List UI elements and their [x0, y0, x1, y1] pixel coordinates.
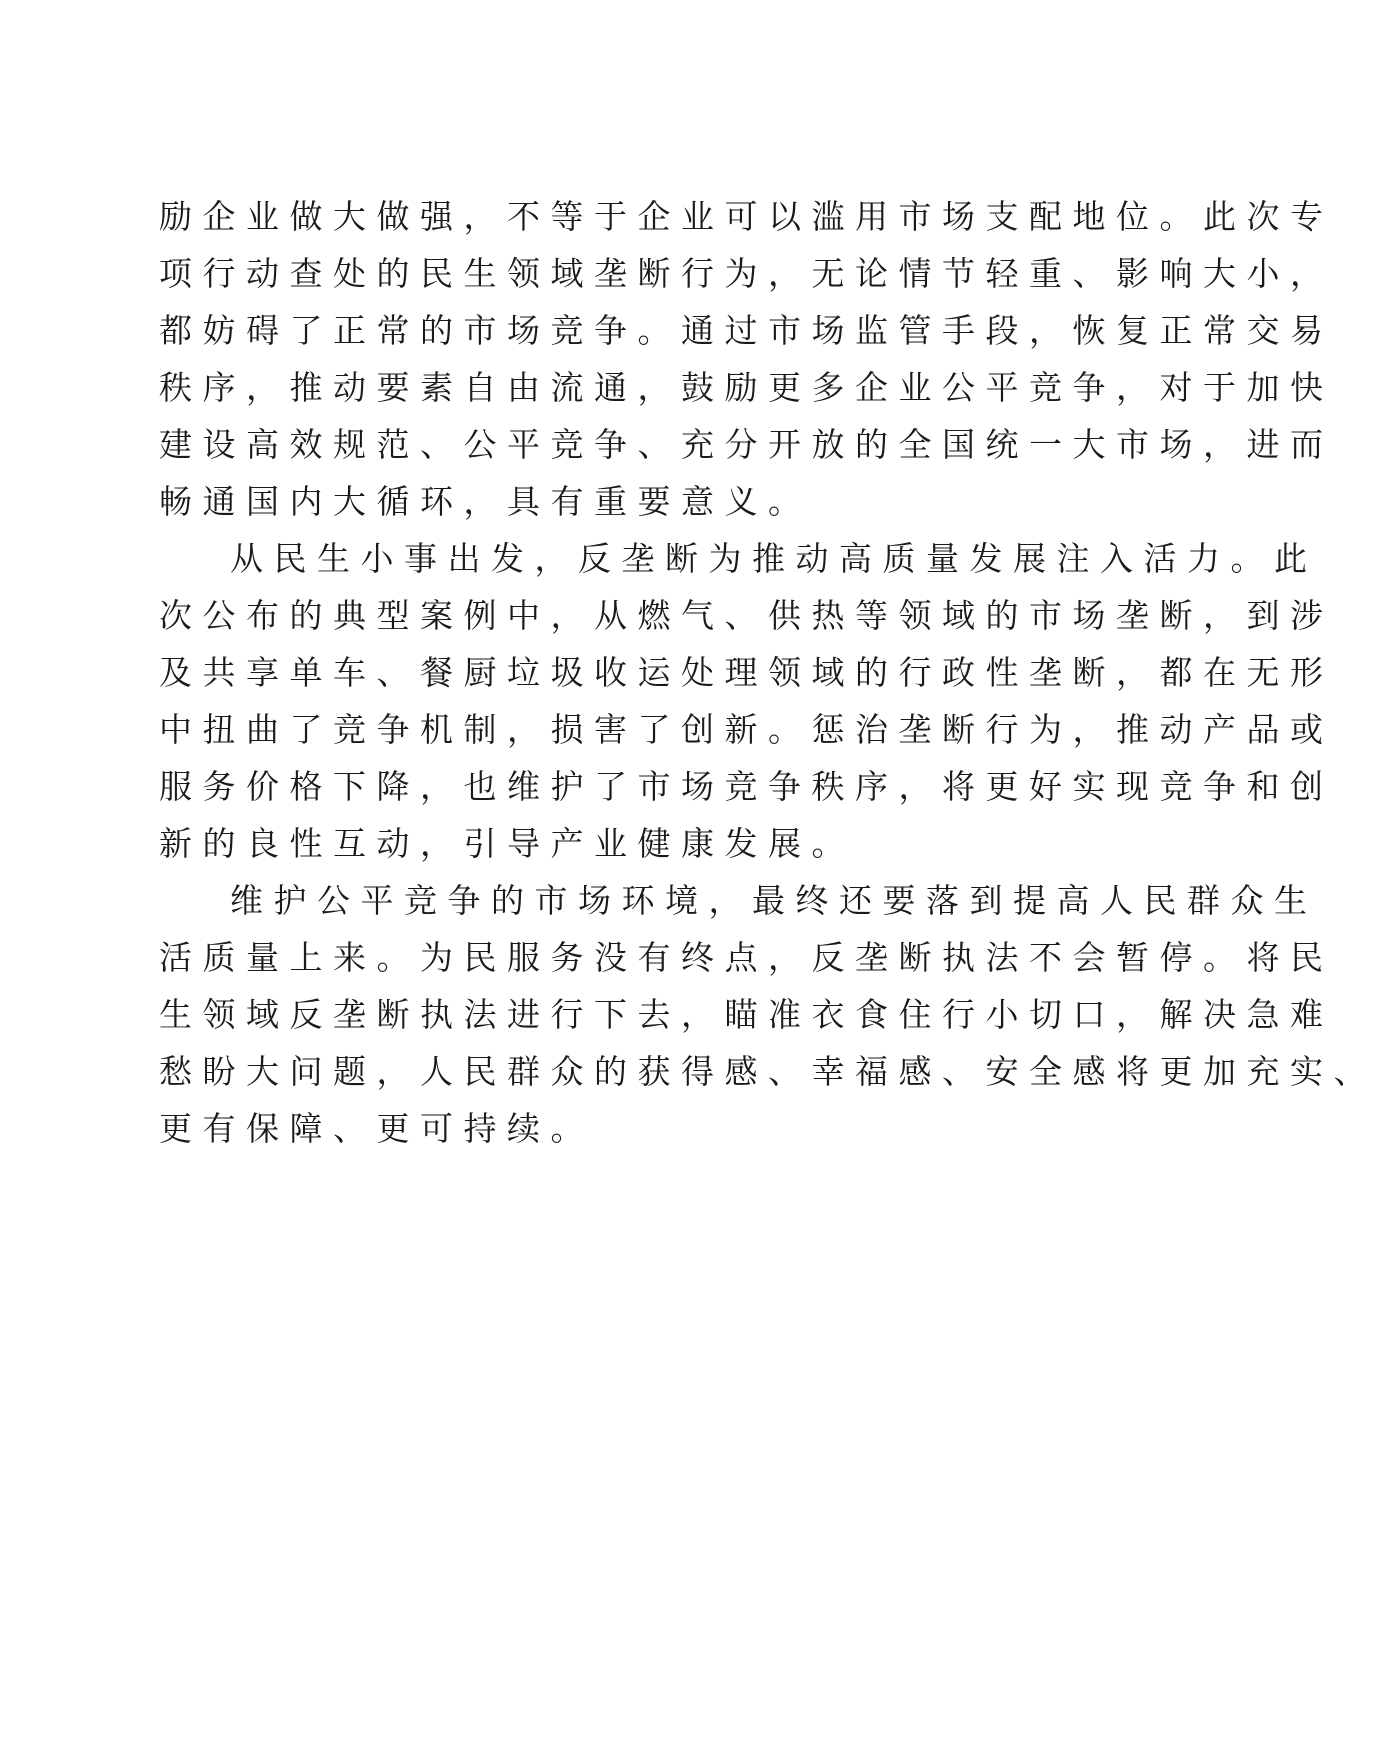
paragraph-line: 更有保障、更可持续。	[159, 1109, 594, 1148]
paragraph-line: 建设高效规范、公平竞争、充分开放的全国统一大市场，进而	[159, 425, 1334, 464]
paragraph-line: 励企业做大做强，不等于企业可以滥用市场支配地位。此次专	[159, 197, 1334, 236]
paragraph-line: 维护公平竞争的市场环境，最终还要落到提高人民群众生	[230, 881, 1318, 920]
paragraph-line: 活质量上来。为民服务没有终点，反垄断执法不会暂停。将民	[159, 938, 1334, 977]
paragraph-line: 畅通国内大循环，具有重要意义。	[159, 482, 812, 521]
paragraph-3	[159, 872, 1377, 1157]
paragraph-line: 秩序，推动要素自由流通，鼓励更多企业公平竞争，对于加快	[159, 368, 1334, 407]
paragraph-line: 服务价格下降，也维护了市场竞争秩序，将更好实现竞争和创	[159, 767, 1334, 806]
paragraph-line: 生领域反垄断执法进行下去，瞄准衣食住行小切口，解决急难	[159, 995, 1334, 1034]
paragraph-line: 新的良性互动，引导产业健康发展。	[159, 824, 855, 863]
paragraph-line: 及共享单车、餐厨垃圾收运处理领域的行政性垄断，都在无形	[159, 653, 1334, 692]
paragraph-line: 次公布的典型案例中，从燃气、供热等领域的市场垄断，到涉	[159, 596, 1334, 635]
paragraph-1	[159, 188, 1334, 530]
paragraph-line: 都妨碍了正常的市场竞争。通过市场监管手段，恢复正常交易	[159, 311, 1334, 350]
paragraph-2	[159, 530, 1334, 872]
paragraph-line: 从民生小事出发，反垄断为推动高质量发展注入活力。此	[230, 539, 1318, 578]
paragraph-line: 项行动查处的民生领域垄断行为，无论情节轻重、影响大小，	[159, 254, 1334, 293]
document-body	[159, 188, 1377, 1157]
paragraph-line: 愁盼大问题，人民群众的获得感、幸福感、安全感将更加充实、	[159, 1052, 1377, 1091]
paragraph-line: 中扭曲了竞争机制，损害了创新。惩治垄断行为，推动产品或	[159, 710, 1334, 749]
